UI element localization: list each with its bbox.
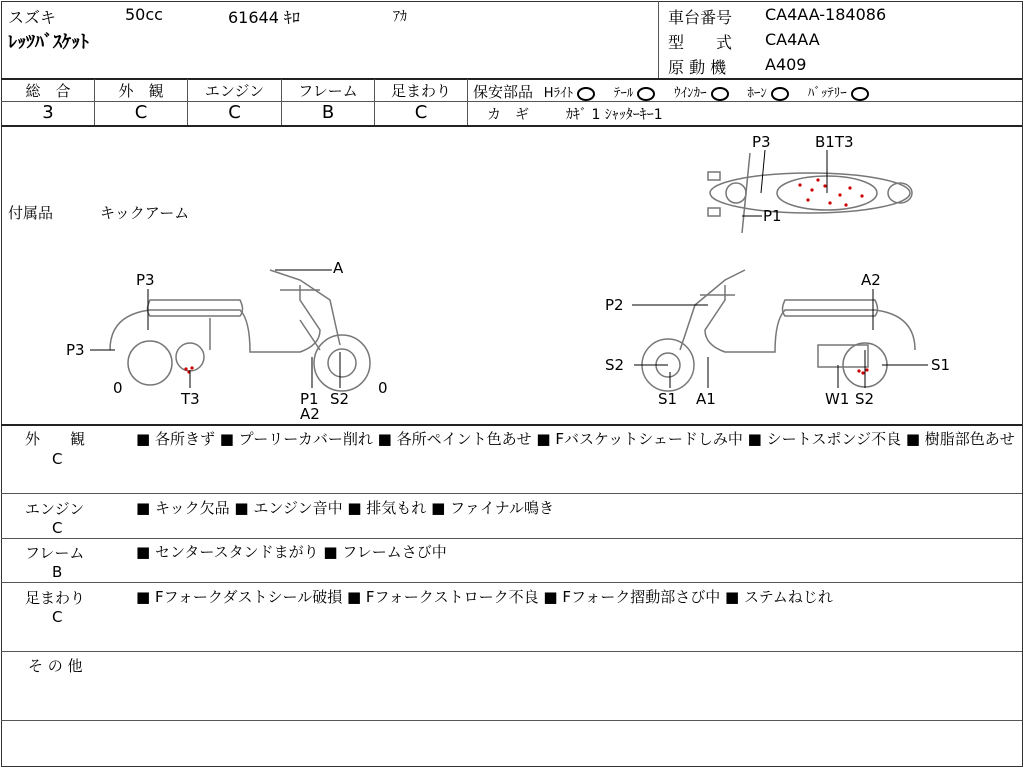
top-view-damage (798, 178, 863, 206)
exterior-label: 外 観 (118, 82, 164, 100)
remark-frame-grade: B (52, 563, 63, 581)
diagram-bottom-line (1, 424, 1022, 426)
safety-item-tail: ﾃｰﾙ (614, 86, 656, 101)
suspension-label: 足まわり (390, 82, 451, 100)
accessories-label: 付属品 (8, 204, 54, 222)
right-s2a-label: S2 (605, 356, 625, 374)
key-label: カ ギ (487, 107, 529, 123)
left-p3a-label: P3 (136, 271, 155, 289)
top-b1t3-label: B1T3 (815, 133, 854, 151)
right-a2-label: A2 (861, 271, 881, 289)
top-view-leaders (742, 150, 827, 216)
remark-engine-text: ■ キック欠品 ■ エンジン音中 ■ 排気もれ ■ ファイナル鳴き (136, 499, 554, 517)
model-type: CA4AA (765, 30, 820, 49)
top-p1-label: P1 (763, 207, 782, 225)
top-view-scooter (708, 153, 912, 233)
remark-frame-text: ■ センタースタンドまがり ■ フレームさび中 (136, 543, 447, 561)
left-side-leaders (90, 270, 340, 388)
safety-item-horn: ﾎｰﾝ (747, 86, 789, 101)
remark-other-label: そ の 他 (28, 657, 83, 675)
right-s1b-label: S1 (931, 356, 951, 374)
model-name: ﾚｯﾂﾊﾞｽｹｯﾄ (8, 32, 89, 53)
engine-type-label: 原 動 機 (668, 58, 727, 77)
frame-number: CA4AA-184086 (765, 5, 887, 24)
left-s2-label: S2 (330, 390, 350, 408)
remark-engine-grade: C (52, 519, 63, 537)
right-w1-label: W1 (825, 390, 850, 408)
remark-exterior-text: ■ 各所きず ■ プーリーカバー削れ ■ 各所ペイント色あせ ■ Fバスケットシェードしみ中 ■ シートスポンジ不良 ■ 樹脂部色あせ (136, 430, 1015, 448)
suspension-score: C (414, 102, 428, 123)
key-value: ｶｷﾞ 1 ｼｬｯﾀｰｷｰ1 (566, 107, 663, 123)
frame-score: B (321, 102, 335, 123)
right-s1a-label: S1 (658, 390, 678, 408)
safety-item-battery: ﾊﾞｯﾃﾘｰ (808, 86, 869, 101)
remark-exterior-label: 外 観 (25, 430, 86, 448)
displacement: 50cc (125, 5, 163, 24)
left-p3b-label: P3 (66, 341, 85, 359)
remark-exterior-grade: C (52, 450, 63, 468)
engine-label: エンジン (204, 82, 265, 100)
engine-type: A409 (765, 55, 807, 74)
overall-label: 総 合 (25, 82, 71, 100)
remark-suspension-label: 足まわり (25, 589, 86, 607)
remark-divider (1, 720, 1022, 721)
remark-divider (1, 582, 1022, 583)
right-p2-label: P2 (605, 296, 624, 314)
right-a1-label: A1 (696, 390, 716, 408)
model-type-label: 型 式 (668, 33, 733, 52)
frame-number-label: 車台番号 (668, 8, 733, 27)
left-a2-label: A2 (300, 405, 320, 423)
left-zero2-label: 0 (378, 379, 388, 397)
maker: スズキ (8, 8, 57, 27)
left-side-damage (184, 366, 193, 373)
color: ｱｶ (393, 9, 407, 25)
safety-item-headlight: Hﾗｲﾄ (544, 86, 595, 101)
remark-divider (1, 538, 1022, 539)
left-zero1-label: 0 (113, 379, 123, 397)
left-t3-label: T3 (181, 390, 200, 408)
left-p1-label: P1 (300, 390, 319, 408)
safety-item-winker: ｳｲﾝｶｰ (674, 86, 729, 101)
accessories-value: キックアーム (100, 204, 190, 222)
frame-label: フレーム (298, 82, 358, 100)
remark-suspension-grade: C (52, 608, 63, 626)
right-side-damage (857, 368, 868, 374)
safety-label: 保安部品 (473, 83, 534, 101)
remark-suspension-text: ■ Fフォークダストシール破損 ■ Fフォークストローク不良 ■ Fフォーク摺動部さび中 ■ ステムねじれ (136, 588, 833, 606)
remark-frame-label: フレーム (25, 544, 85, 562)
remark-divider (1, 651, 1022, 652)
right-s2b-label: S2 (855, 390, 875, 408)
remark-engine-label: エンジン (25, 500, 85, 518)
mileage: 61644 ｷﾛ (228, 8, 300, 27)
engine-score: C (228, 102, 241, 123)
exterior-score: C (134, 102, 148, 123)
top-p3-label: P3 (752, 133, 771, 151)
overall-score: 3 (42, 102, 54, 123)
remark-divider (1, 493, 1022, 494)
left-a-label: A (333, 259, 344, 277)
